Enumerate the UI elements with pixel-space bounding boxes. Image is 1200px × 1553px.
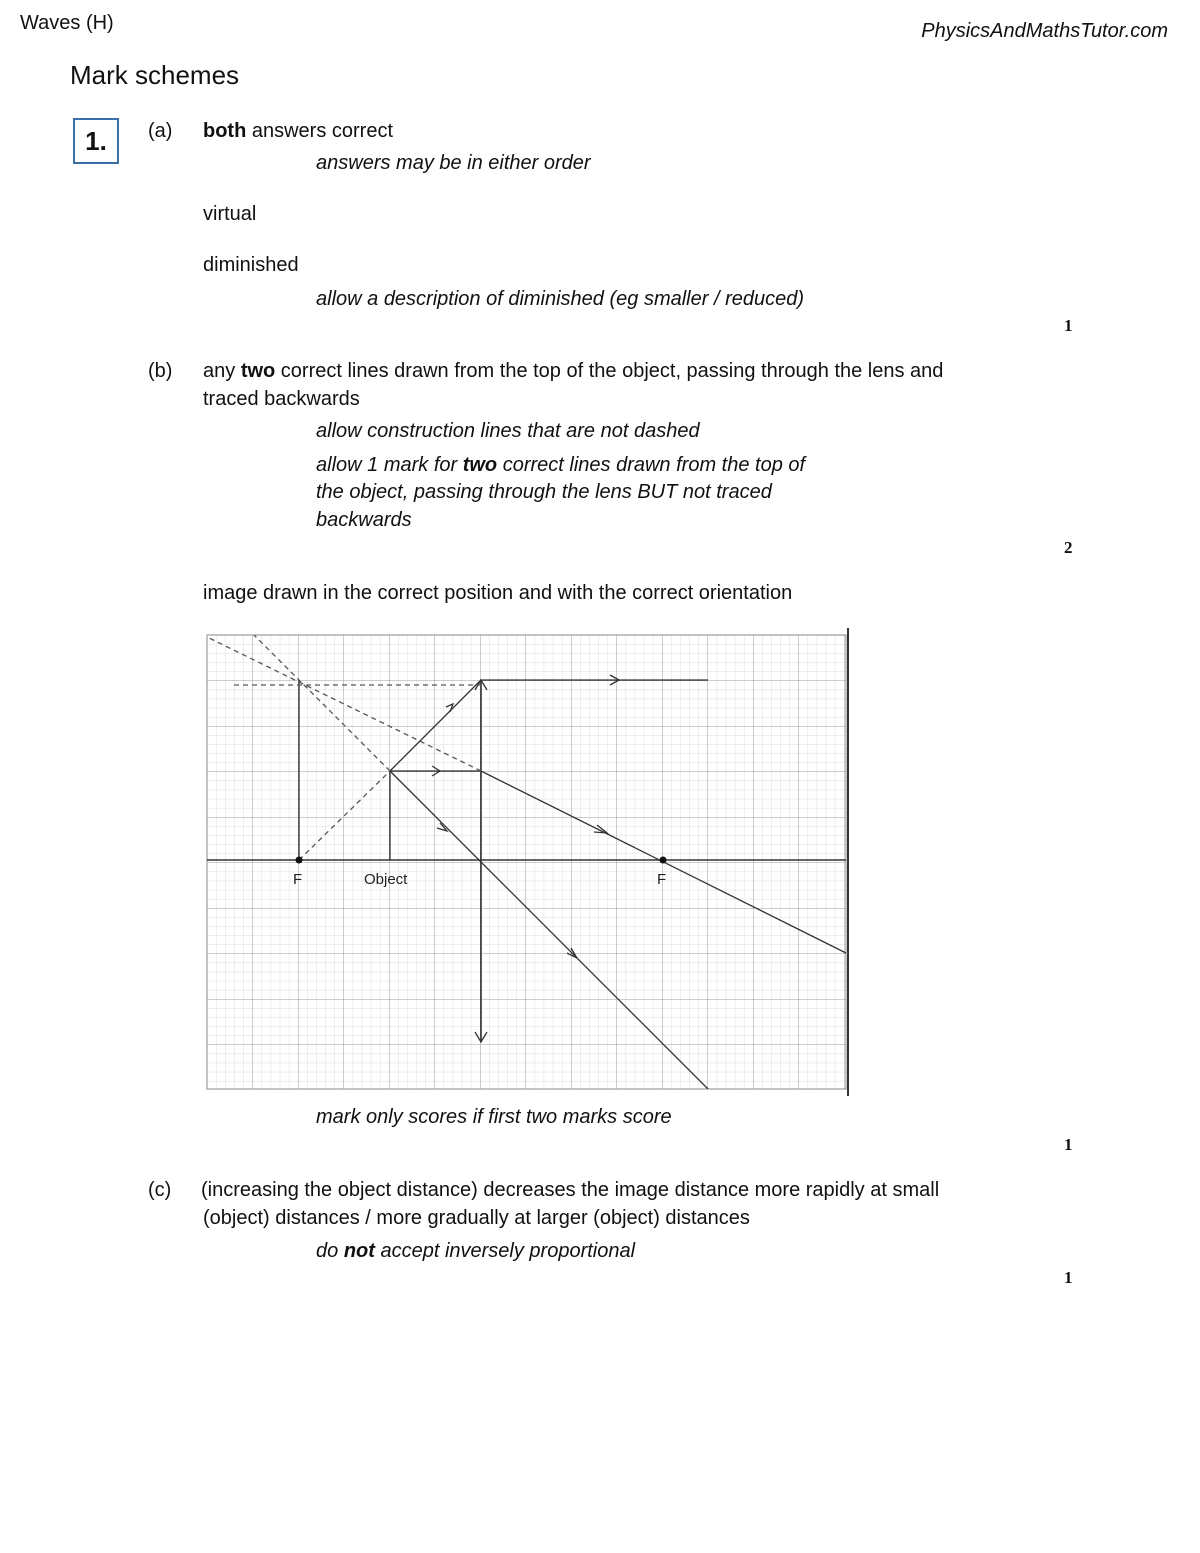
part-c-line1: (increasing the object distance) decreases the image distance more rapidly at small bbox=[201, 1179, 940, 1201]
label-f-right: F bbox=[657, 871, 667, 888]
part-a-note-order: answers may be in either order bbox=[316, 152, 591, 174]
label-object: Object bbox=[364, 871, 408, 888]
part-c-line2: (object) distances / more gradually at larger (object) distances bbox=[203, 1207, 750, 1229]
part-b-note-mark-pre: allow 1 mark for bbox=[316, 454, 463, 476]
part-a-note-allow: allow a description of diminished (eg smaller / reduced) bbox=[316, 288, 805, 310]
question-number: 1. bbox=[85, 125, 107, 156]
part-c-label: (c) bbox=[148, 1179, 172, 1201]
question-number-box bbox=[73, 118, 119, 164]
part-b-line1-post: correct lines drawn from the top of the object, passing through the lens and bbox=[275, 360, 944, 382]
part-c-note-bold: not bbox=[343, 1240, 375, 1262]
part-b-line1 bbox=[203, 360, 943, 383]
part-b-note-dashed: allow construction lines that are not dashed bbox=[316, 420, 700, 442]
part-b-note-mark-bold: two bbox=[462, 454, 498, 476]
part-c-note-post: accept inversely proportional bbox=[374, 1240, 636, 1262]
part-a-lead-rest: answers correct bbox=[246, 120, 394, 142]
part-b-mark-2: 1 bbox=[1064, 1135, 1073, 1154]
label-f-left: F bbox=[293, 871, 303, 888]
focal-point-right bbox=[660, 857, 667, 864]
header-topic: Waves (H) bbox=[20, 12, 114, 34]
part-b-line1-bold: two bbox=[240, 360, 276, 382]
page-title: Mark schemes bbox=[70, 60, 240, 90]
part-a-label: (a) bbox=[148, 120, 173, 142]
part-a-lead-bold: both bbox=[203, 120, 247, 142]
graph-grid bbox=[207, 628, 848, 1096]
part-b-line1-pre: any bbox=[203, 360, 241, 382]
part-b-line2: traced backwards bbox=[203, 388, 360, 410]
part-b-note-mark-post: correct lines drawn from the top of bbox=[497, 454, 806, 476]
part-a-answer-diminished: diminished bbox=[203, 254, 299, 276]
part-b-label: (b) bbox=[148, 360, 173, 382]
part-a-lead bbox=[203, 120, 393, 143]
part-c-mark: 1 bbox=[1064, 1268, 1073, 1287]
header-source: PhysicsAndMathsTutor.com bbox=[921, 20, 1168, 42]
part-a-mark: 1 bbox=[1064, 316, 1073, 335]
part-c-note-pre: do bbox=[316, 1240, 344, 1262]
part-b-note-mark-line2: the object, passing through the lens BUT not traced bbox=[316, 481, 772, 503]
part-b-note-mark-line1 bbox=[316, 454, 805, 477]
part-b-image-text: image drawn in the correct position and with the correct orientation bbox=[203, 582, 793, 604]
part-b-mark-1: 2 bbox=[1064, 538, 1073, 557]
part-b-note-mark-line3: backwards bbox=[316, 509, 412, 531]
part-a-answer-virtual: virtual bbox=[203, 203, 257, 225]
part-b-note-scores: mark only scores if first two marks score bbox=[316, 1106, 672, 1128]
focal-point-left bbox=[296, 857, 303, 864]
ray-diagram bbox=[205, 628, 855, 1100]
part-c-note bbox=[316, 1240, 635, 1263]
